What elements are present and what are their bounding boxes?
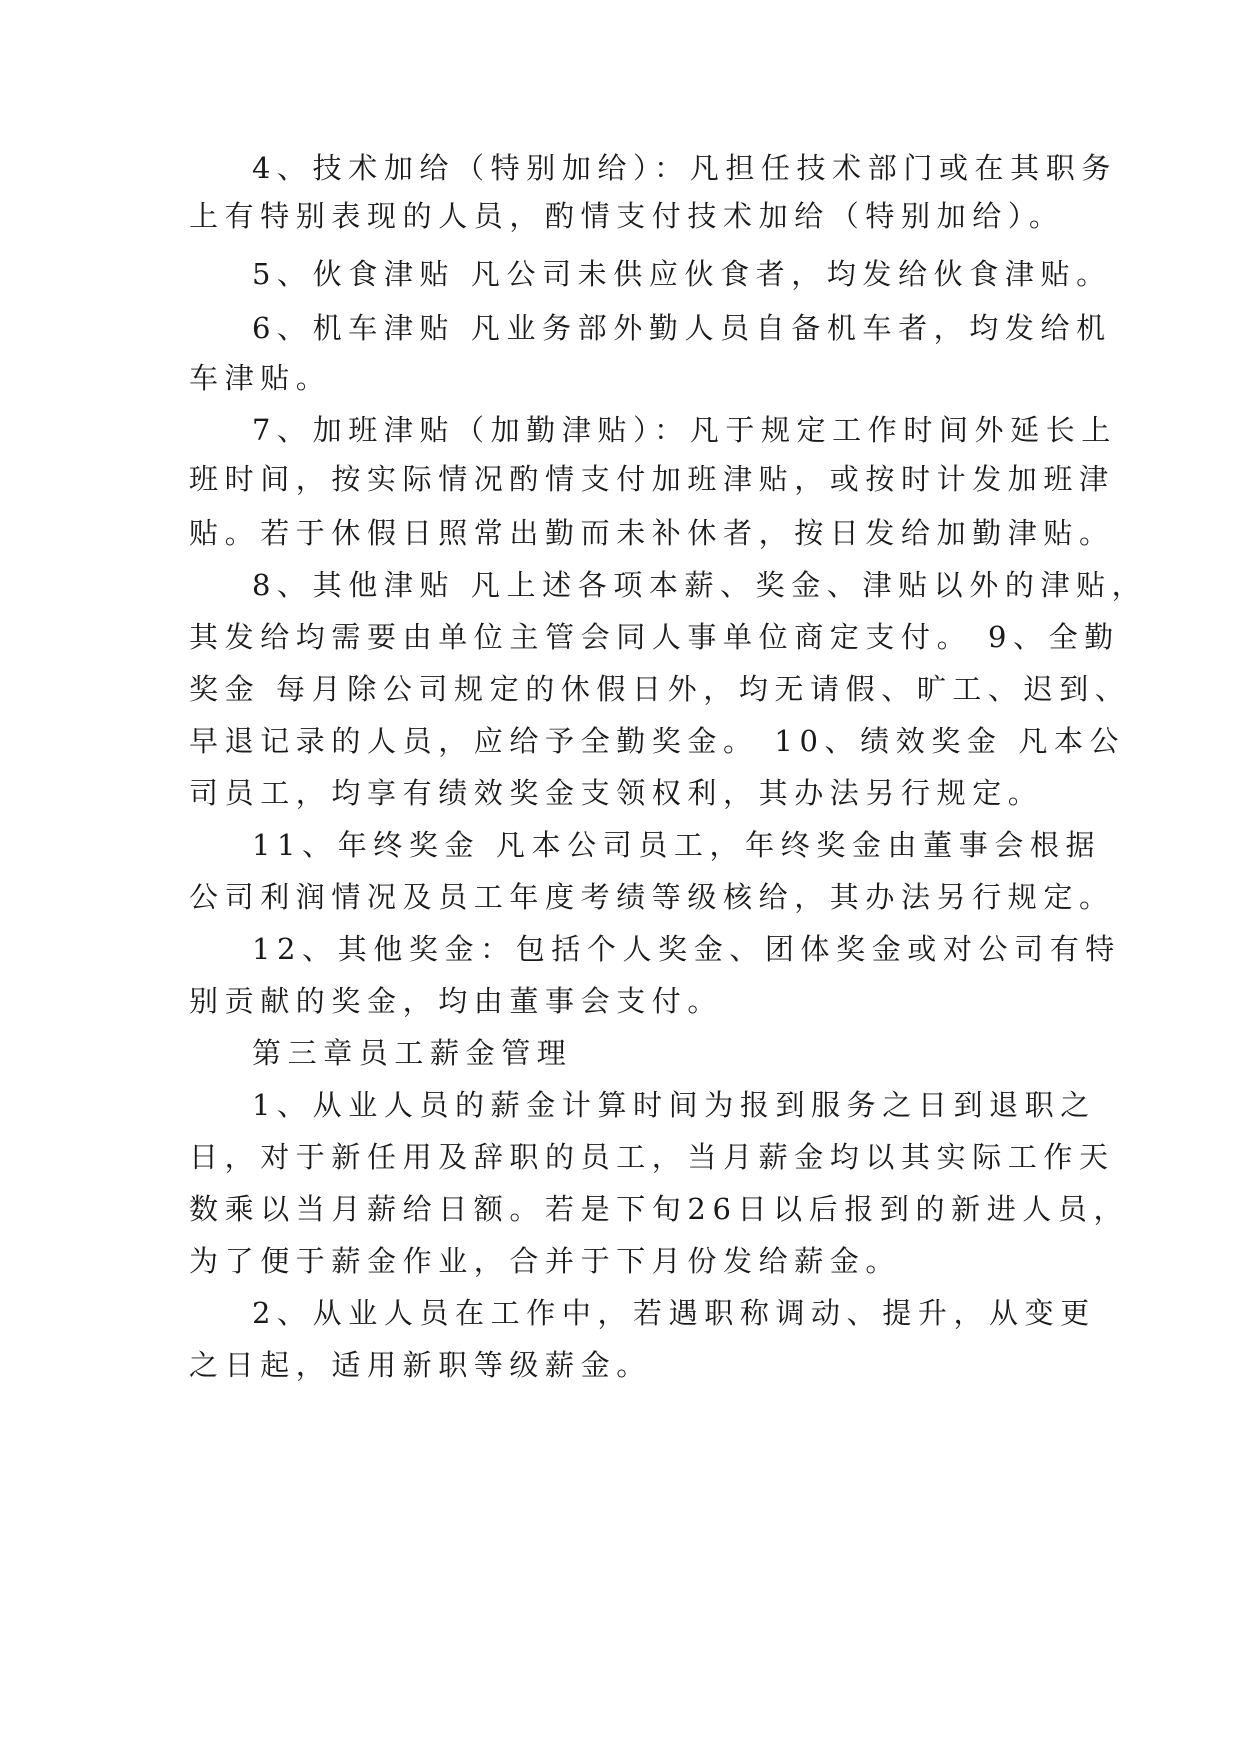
text-line: 5、伙食津贴 凡公司未供应伙食者，均发给伙食津贴。 xyxy=(252,257,1112,291)
text-line: 为了便于薪金作业，合并于下月份发给薪金。 xyxy=(189,1244,902,1278)
text-line: 贴。若于休假日照常出勤而未补休者，按日发给加勤津贴。 xyxy=(189,516,1115,550)
text-line: 司员工，均享有绩效奖金支领权利，其办法另行规定。 xyxy=(189,776,1044,810)
text-line: 2、从业人员在工作中，若遇职称调动、提升，从变更 xyxy=(252,1296,1096,1330)
text-line: 早退记录的人员，应给予全勤奖金。 10、绩效奖金 凡本公 xyxy=(189,724,1126,758)
text-line: 数乘以当月薪给日额。若是下旬26日以后报到的新进人员， xyxy=(189,1192,1130,1226)
text-line: 1、从业人员的薪金计算时间为报到服务之日到退职之 xyxy=(252,1088,1096,1122)
text-line: 11、年终奖金 凡本公司员工，年终奖金由董事会根据 xyxy=(252,828,1102,862)
text-line: 公司利润情况及员工年度考绩等级核给，其办法另行规定。 xyxy=(189,880,1115,914)
text-line: 车津贴。 xyxy=(189,361,332,395)
chapter-heading: 第三章员工薪金管理 xyxy=(252,1036,573,1070)
text-line: 8、其他津贴 凡上述各项本薪、奖金、津贴以外的津贴， xyxy=(252,568,1148,602)
text-line: 别贡献的奖金，均由董事会支付。 xyxy=(189,984,724,1018)
text-line: 日，对于新任用及辞职的员工，当月薪金均以其实际工作天 xyxy=(189,1140,1115,1174)
text-line: 其发给均需要由单位主管会同人事单位商定支付。 9、全勤 xyxy=(189,620,1120,654)
text-line: 4、技术加给（特别加给）：凡担任技术部门或在其职务 xyxy=(252,151,1117,185)
text-line: 上有特别表现的人员，酌情支付技术加给（特别加给）。 xyxy=(189,199,1065,233)
text-line: 12、其他奖金：包括个人奖金、团体奖金或对公司有特 xyxy=(252,932,1121,966)
text-line: 7、加班津贴（加勤津贴）：凡于规定工作时间外延长上 xyxy=(252,413,1117,447)
text-line: 班时间，按实际情况酌情支付加班津贴，或按时计发加班津 xyxy=(189,462,1115,496)
text-line: 奖金 每月除公司规定的休假日外，均无请假、旷工、迟到、 xyxy=(189,672,1131,706)
text-line: 6、机车津贴 凡业务部外勤人员自备机车者，均发给机 xyxy=(252,311,1112,345)
text-line: 之日起，适用新职等级薪金。 xyxy=(189,1348,652,1382)
